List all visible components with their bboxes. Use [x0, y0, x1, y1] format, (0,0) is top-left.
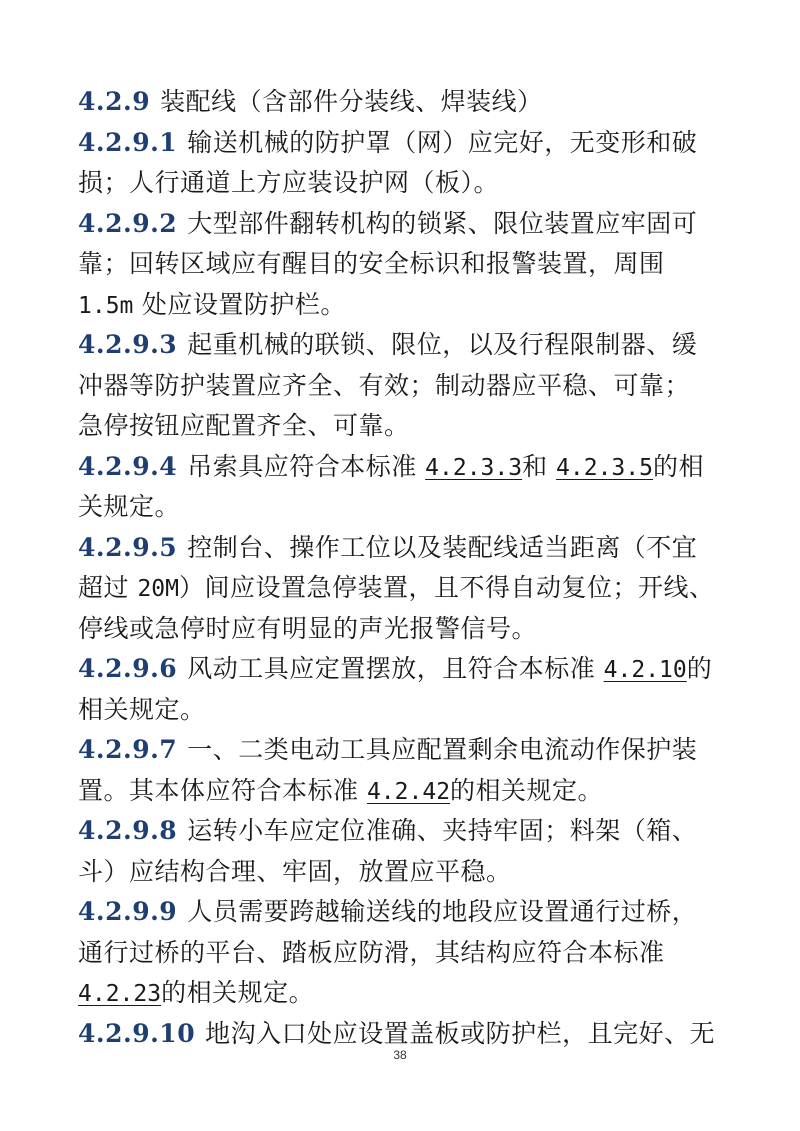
clause-text: 超过 — [78, 573, 138, 602]
standard-reference-link[interactable]: 4.2.23 — [78, 981, 162, 1007]
line-3 — [78, 163, 738, 204]
clause-text: 通行过桥的平台、踏板应防滑，其结构应符合本标准 — [78, 937, 665, 967]
line-10 — [78, 447, 738, 488]
line-16 — [78, 690, 738, 731]
line-8 — [78, 366, 738, 407]
clause-number: 4.2.9.6 — [78, 654, 178, 683]
clause-number: 4.2.9.7 — [78, 735, 178, 764]
line-20 — [78, 852, 738, 893]
clause-text: 人员需要跨越输送线的地段应设置通行过桥， — [187, 897, 698, 926]
line-17 — [78, 730, 738, 771]
clause-number: 4.2.9.9 — [78, 897, 178, 926]
clause-number: 4.2.9.1 — [78, 127, 178, 157]
clause-number: 4.2.9.5 — [78, 532, 178, 562]
clause-text: 吊索具应符合本标准 — [187, 451, 426, 481]
line-7 — [78, 325, 738, 366]
clause-text: 的相关规定。 — [161, 978, 315, 1007]
clause-text: 急停按钮应配置齐全、可靠。 — [78, 411, 410, 440]
clause-text: 冲器等防护装置应齐全、有效；制动器应平稳、可靠； — [78, 370, 691, 400]
standard-reference-link[interactable]: 4.2.42 — [366, 778, 451, 805]
clause-text: 处应设置防护栏。 — [133, 289, 346, 319]
clause-text: 和 — [522, 451, 557, 481]
measurement-value: 1.5m — [78, 292, 134, 319]
clause-text: 靠；回转区域应有醒目的安全标识和报警装置，周围 — [78, 249, 665, 278]
line-1 — [78, 82, 738, 123]
clause-text: 斗）应结构合理、牢固，放置应平稳。 — [78, 856, 512, 886]
clause-text: 大型部件翻转机构的锁紧、限位装置应牢固可 — [187, 208, 698, 238]
clause-text: 输送机械的防护罩（网）应完好，无变形和破 — [187, 127, 698, 157]
measurement-value: 20M — [137, 576, 179, 602]
clause-text: 地沟入口处应设置盖板或防护栏，且完好、无 — [205, 1018, 716, 1048]
line-5 — [78, 244, 738, 285]
line-18 — [78, 771, 738, 812]
clause-text: 的 — [686, 654, 713, 683]
document-body — [78, 82, 738, 1054]
line-12 — [78, 528, 738, 569]
standard-reference-link[interactable]: 4.2.3.5 — [556, 454, 653, 481]
line-14 — [78, 609, 738, 650]
line-6 — [78, 285, 738, 326]
clause-number: 4.2.9.8 — [78, 816, 178, 845]
clause-text: 的相关规定。 — [450, 775, 604, 805]
line-4 — [78, 204, 738, 245]
clause-text: 关规定。 — [78, 492, 181, 521]
standard-reference-link[interactable]: 4.2.3.3 — [425, 454, 523, 481]
clause-number: 4.2.9.4 — [78, 451, 178, 481]
line-19 — [78, 811, 738, 852]
line-23 — [78, 973, 738, 1014]
line-21 — [78, 892, 738, 933]
clause-text: 的相 — [652, 451, 704, 481]
standard-reference-link[interactable]: 4.2.10 — [603, 657, 687, 683]
line-11 — [78, 487, 738, 528]
clause-number: 4.2.9 — [78, 87, 151, 116]
clause-text: 损；人行通道上方应装设护网（板）。 — [78, 168, 500, 197]
clause-text: 运转小车应定位准确、夹持牢固；料架（箱、 — [187, 816, 698, 845]
clause-number: 4.2.9.3 — [78, 330, 178, 359]
line-22 — [78, 933, 738, 974]
line-13 — [78, 568, 738, 609]
clause-number: 4.2.9.2 — [78, 208, 178, 238]
line-9 — [78, 406, 738, 447]
clause-text: 起重机械的联锁、限位，以及行程限制器、缓 — [187, 330, 698, 359]
clause-text: 风动工具应定置摆放，且符合本标准 — [187, 654, 604, 683]
clause-text: 一、二类电动工具应配置剩余电流动作保护装 — [187, 735, 698, 764]
clause-text: 相关规定。 — [78, 694, 206, 724]
line-2 — [78, 123, 738, 164]
clause-text: 置。其本体应符合本标准 — [78, 775, 367, 805]
clause-number: 4.2.9.10 — [78, 1018, 196, 1048]
line-15 — [78, 649, 738, 690]
clause-text: 控制台、操作工位以及装配线适当距离（不宜 — [187, 532, 698, 562]
clause-text: 停线或急停时应有明显的声光报警信号。 — [78, 613, 538, 643]
clause-text: ）间应设置急停装置，且不得自动复位；开线、 — [179, 573, 715, 602]
clause-text: 装配线（含部件分装线、焊装线） — [160, 87, 543, 116]
page-number: 38 — [393, 1048, 407, 1062]
